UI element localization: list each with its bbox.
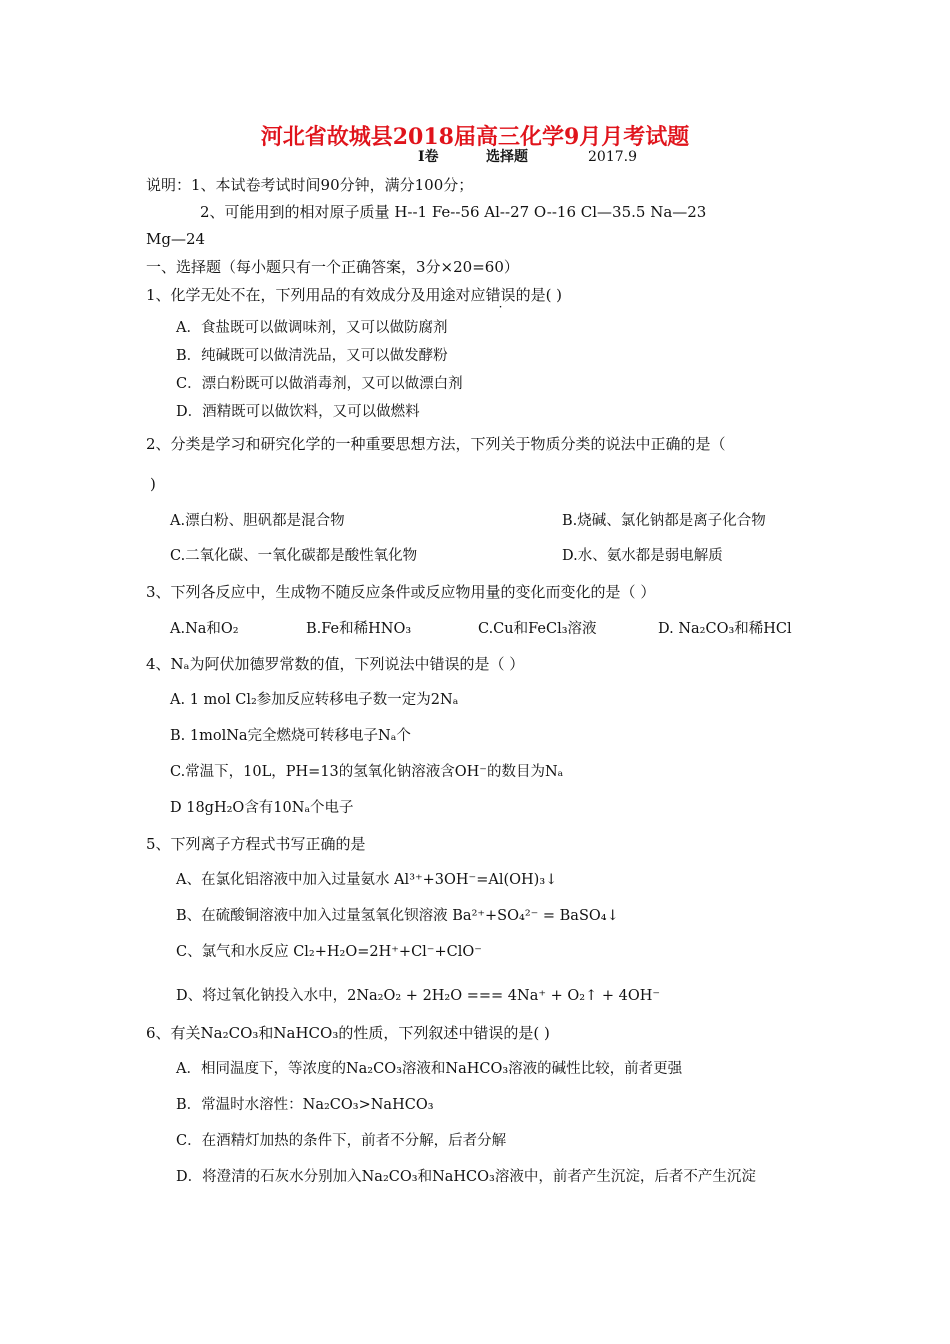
question-5-option-d: D、将过氧化钠投入水中，2Na₂O₂ + 2H₂O === 4Na⁺ + O₂↑ + 4OH⁻ bbox=[176, 988, 661, 1004]
note-line-1: 说明：1、本试卷考试时间90分钟，满分100分； bbox=[146, 176, 474, 194]
question-1-stem bbox=[146, 288, 562, 303]
question-1-stem-post: 的是( ) bbox=[515, 286, 563, 304]
question-4-option-a: A. 1 mol Cl₂参加反应转移电子数一定为2Nₐ bbox=[170, 692, 459, 708]
question-3-option-d: D. Na₂CO₃和稀HCl bbox=[658, 621, 792, 637]
question-3-option-b: B.Fe和稀HNO₃ bbox=[306, 621, 412, 637]
page-title: 河北省故城县2018届高三化学9月月考试题 bbox=[260, 124, 690, 150]
part-label: Ⅰ卷 bbox=[418, 149, 439, 165]
question-1-option-c: C．漂白粉既可以做消毒剂，又可以做漂白剂 bbox=[176, 376, 463, 392]
question-2-stem-cont: ) bbox=[150, 475, 156, 493]
question-5-option-a: A、在氯化铝溶液中加入过量氨水 Al³⁺+3OH⁻=Al(OH)₃↓ bbox=[176, 872, 558, 888]
note-line-3: Mg—24 bbox=[146, 230, 206, 248]
question-1-emphasis: 错误 bbox=[485, 286, 516, 304]
question-2-option-d: D.水、氨水都是弱电解质 bbox=[562, 548, 723, 564]
question-2-stem: 2、分类是学习和研究化学的一种重要思想方法，下列关于物质分类的说法中正确的是（ bbox=[146, 435, 726, 453]
question-3-option-c: C.Cu和FeCl₃溶液 bbox=[478, 621, 597, 637]
question-4-option-b: B. 1molNa完全燃烧可转移电子Nₐ个 bbox=[170, 728, 411, 744]
section-heading: 一、选择题（每小题只有一个正确答案，3分×20=60） bbox=[146, 258, 519, 276]
question-6-option-b: B．常温时水溶性：Na₂CO₃>NaHCO₃ bbox=[176, 1097, 434, 1113]
section-label: 选择题 bbox=[486, 149, 528, 165]
question-6-option-c: C．在酒精灯加热的条件下，前者不分解，后者分解 bbox=[176, 1133, 507, 1149]
question-3-stem: 3、下列各反应中，生成物不随反应条件或反应物用量的变化而变化的是（ ） bbox=[146, 583, 656, 601]
question-2-option-c: C.二氧化碳、一氧化碳都是酸性氧化物 bbox=[170, 548, 418, 564]
question-5-option-c: C、氯气和水反应 Cl₂+H₂O=2H⁺+Cl⁻+ClO⁻ bbox=[176, 944, 482, 960]
question-6-option-a: A．相同温度下，等浓度的Na₂CO₃溶液和NaHCO₃溶液的碱性比较，前者更强 bbox=[176, 1061, 683, 1077]
question-6-stem: 6、有关Na₂CO₃和NaHCO₃的性质，下列叙述中错误的是( ) bbox=[146, 1024, 550, 1042]
question-1-stem-pre: 1、化学无处不在，下列用品的有效成分及用途对应 bbox=[146, 286, 486, 304]
question-4-option-c: C.常温下，10L，PH=13的氢氧化钠溶液含OH⁻的数目为Nₐ bbox=[170, 764, 564, 780]
question-3-option-a: A.Na和O₂ bbox=[170, 621, 239, 637]
question-4-stem: 4、Nₐ为阿伏加德罗常数的值，下列说法中错误的是（ ） bbox=[146, 655, 525, 673]
question-2-option-a: A.漂白粉、胆矾都是混合物 bbox=[170, 513, 345, 529]
question-6-option-d: D．将澄清的石灰水分别加入Na₂CO₃和NaHCO₃溶液中，前者产生沉淀，后者不产生沉淀 bbox=[176, 1169, 756, 1185]
question-2-option-b: B.烧碱、氯化钠都是离子化合物 bbox=[562, 513, 766, 529]
question-1-option-b: B．纯碱既可以做清洗品，又可以做发酵粉 bbox=[176, 348, 448, 364]
question-1-option-d: D．酒精既可以做饮料，又可以做燃料 bbox=[176, 404, 420, 420]
question-5-option-b: B、在硫酸铜溶液中加入过量氢氧化钡溶液 Ba²⁺+SO₄²⁻ = BaSO₄↓ bbox=[176, 908, 619, 924]
question-5-stem: 5、下列离子方程式书写正确的是 bbox=[146, 835, 366, 853]
note-line-2: 2、可能用到的相对原子质量 H--1 Fe--56 Al--27 O--16 Cl—35.5 Na—23 bbox=[200, 203, 707, 221]
question-4-option-d: D 18gH₂O含有10Nₐ个电子 bbox=[170, 800, 354, 816]
exam-date: 2017.9 bbox=[588, 149, 637, 165]
question-1-option-a: A．食盐既可以做调味剂，又可以做防腐剂 bbox=[176, 320, 448, 336]
